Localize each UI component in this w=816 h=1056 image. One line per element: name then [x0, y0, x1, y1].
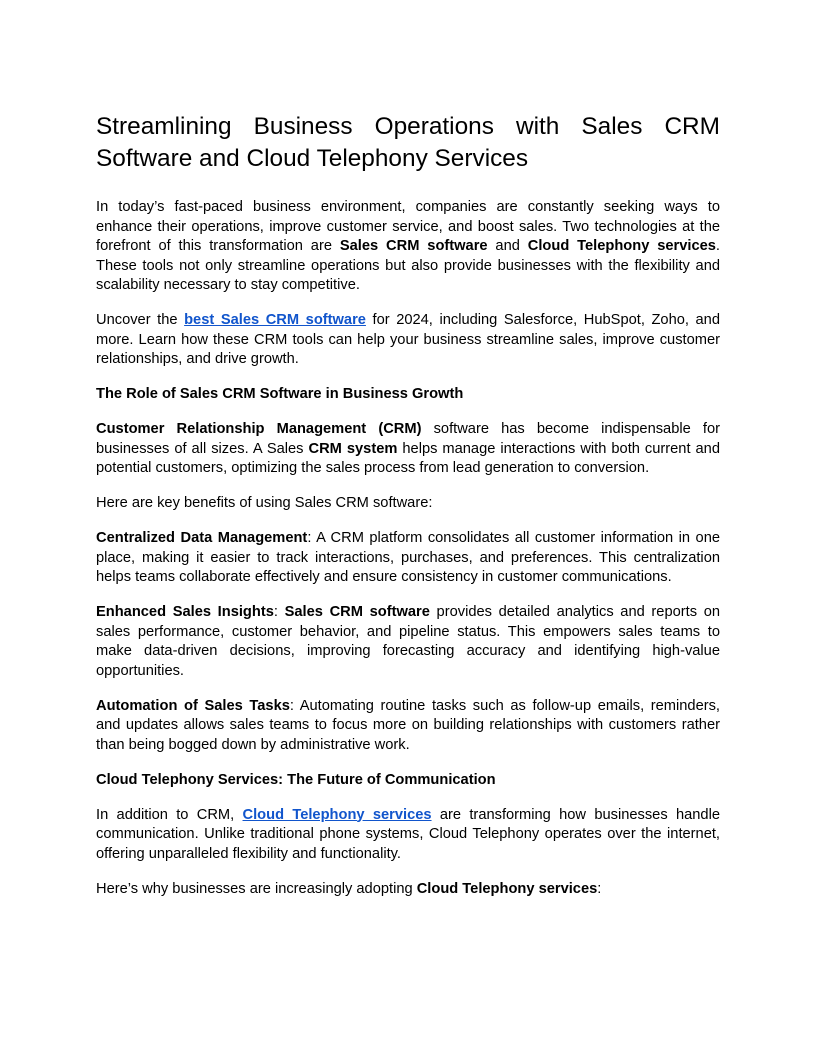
crm-bold-2: CRM system — [308, 440, 398, 457]
cloud-text-1: In addition to CRM, — [96, 806, 243, 823]
cloud-text-2: are transforming how businesses handle communication. Unlike traditional phone systems, Cloud Telephony operates over the internet, offering unparalleled flexibility and functionality. — [96, 806, 720, 862]
benefit1-title: Centralized Data Management — [96, 530, 308, 546]
why-text-2: : — [597, 880, 602, 897]
best-sales-crm-link[interactable]: best Sales CRM software — [184, 312, 366, 328]
intro-paragraph — [96, 198, 720, 296]
why-paragraph — [96, 880, 720, 900]
benefit1-text: : A CRM platform consolidates all customer information in one place, making it easier to track interactions, purchases, and preferences. This centralization helps teams collaborate effectively and ensure consistency in customer communications. — [96, 530, 721, 585]
benefit-automation — [96, 697, 720, 756]
intro-bold-sales-crm: Sales CRM software — [339, 238, 488, 254]
crm-bold-1: Customer Relationship Management (CRM) — [96, 421, 422, 437]
document-title: Streamlining Business Operations with Sales CRM Software and Cloud Telephony Services — [96, 113, 720, 172]
benefits-intro: Here are key benefits of using Sales CRM software: — [96, 495, 433, 511]
intro-text-3: . These tools not only streamline operations but also provide businesses with the flexibility and scalability necessary to stay competitive. — [96, 238, 720, 293]
crm-paragraph — [96, 420, 720, 479]
cloud-telephony-link[interactable]: Cloud Telephony services — [242, 806, 432, 823]
heading-crm-role: The Role of Sales CRM Software in Business Growth — [96, 386, 464, 402]
benefit3-title: Automation of Sales Tasks — [96, 697, 290, 714]
crm-text-1: software has become indispensable for businesses of all sizes. A Sales — [96, 421, 721, 457]
intro-bold-cloud-telephony: Cloud Telephony services — [527, 238, 716, 254]
benefit3-text: : Automating routine tasks such as follow-up emails, reminders, and updates allows sales teams to focus more on building relationships with customers rather than being bogged down by administrative work. — [96, 697, 720, 753]
benefit2-title: Enhanced Sales Insights — [96, 604, 274, 620]
uncover-text-2: for 2024, including Salesforce, HubSpot, Zoho, and more. Learn how these CRM tools can help your business streamline sales, improve customer relationships, and drive growth. — [96, 312, 720, 367]
cloud-paragraph — [96, 806, 720, 865]
document-page — [96, 111, 720, 915]
benefit2-sep: : — [273, 604, 285, 620]
benefit-centralized-data — [96, 529, 720, 588]
uncover-text-1: Uncover the — [96, 312, 185, 328]
crm-text-2: helps manage interactions with both current and potential customers, optimizing the sales process from lead generation to conversion. — [96, 440, 720, 476]
intro-text-2: and — [487, 238, 528, 254]
benefit-sales-insights — [96, 603, 720, 681]
why-text-1: Here’s why businesses are increasingly adopting — [96, 880, 417, 897]
why-bold: Cloud Telephony services — [416, 880, 598, 897]
heading-cloud-telephony: Cloud Telephony Services: The Future of Communication — [96, 771, 496, 788]
benefit2-text: provides detailed analytics and reports on sales performance, customer behavior, and pipeline status. This empowers sales teams to make data-driven decisions, improving forecasting accuracy and identifying high-value opportunities. — [96, 604, 721, 679]
uncover-paragraph — [96, 311, 720, 370]
benefit2-bold: Sales CRM software — [284, 604, 430, 620]
intro-text-1: In today’s fast-paced business environment, companies are constantly seeking ways to enhance their operations, improve customer service, and boost sales. Two technologies at the forefront of this transformation are — [96, 199, 720, 254]
